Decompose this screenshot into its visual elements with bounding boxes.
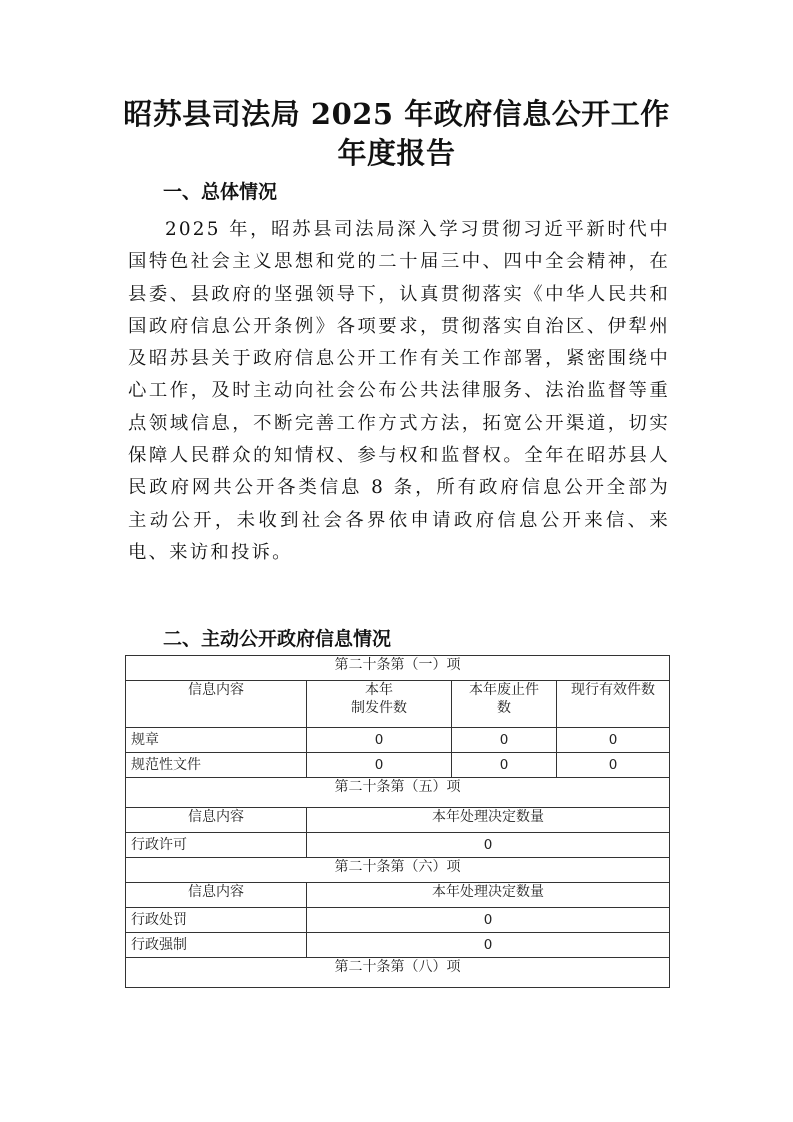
table-section-header — [126, 656, 670, 681]
report-title-line-1: 昭苏县司法局 2025 年政府信息公开工作 — [123, 97, 670, 131]
table-row — [126, 753, 670, 778]
valid-count: 0 — [557, 753, 670, 778]
table-column-header-row — [126, 808, 670, 833]
table-row — [126, 833, 670, 858]
issued-count: 0 — [307, 728, 452, 753]
table-column-header-row — [126, 883, 670, 908]
report-title-line-2: 年度报告 — [337, 136, 456, 170]
col-header-decision-count: 本年处理决定数量 — [307, 808, 670, 833]
overview-paragraph: 2025 年，昭苏县司法局深入学习贯彻习近平新时代中国特色社会主义思想和党的二十届三中、四中全会精神，在县委、县政府的坚强领导下，认真贯彻落实《中华人民共和国政府信息公开条例》各项要求，贯彻落实自治区、伊犁州及昭苏县关于政府信息公开工作有关工作部署，紧密围绕中心工作，及时主动向社会公布公共法律服务、法治监督等重点领域信息，不断完善工作方式方法，拓宽公开渠道，切实保障人民群众的知情权、参与权和监督权。全年在昭苏县人民政府网共公开各类信息 8 条，所有政府信息公开全部为主动公开，未收到社会各界依申请政府信息公开来信、来电、来访和投诉。 — [128, 219, 670, 563]
col-header-content: 信息内容 — [126, 681, 307, 728]
col-header-valid: 现行有效件数 — [557, 681, 670, 728]
issued-count: 0 — [307, 753, 452, 778]
col-header-repealed: 本年废止件 数 — [452, 681, 557, 728]
row-label: 规章 — [126, 728, 307, 753]
col-header-content: 信息内容 — [126, 808, 307, 833]
section-heading-proactive-disclosure: 二、主动公开政府信息情况 — [163, 628, 392, 650]
article-20-6-header: 第二十条第（六）项 — [126, 858, 670, 883]
col-header-issued: 本年 制发件数 — [307, 681, 452, 728]
article-20-8-header: 第二十条第（八）项 — [126, 958, 670, 988]
table-row — [126, 728, 670, 753]
article-20-1-header: 第二十条第（一）项 — [126, 656, 670, 681]
table-section-header — [126, 778, 670, 808]
row-label: 行政许可 — [126, 833, 307, 858]
table-section-header — [126, 958, 670, 988]
row-label: 行政强制 — [126, 933, 307, 958]
repealed-count: 0 — [452, 753, 557, 778]
table-row — [126, 908, 670, 933]
decision-count: 0 — [307, 833, 670, 858]
row-label: 行政处罚 — [126, 908, 307, 933]
col-header-content: 信息内容 — [126, 883, 307, 908]
col-header-decision-count: 本年处理决定数量 — [307, 883, 670, 908]
repealed-count: 0 — [452, 728, 557, 753]
decision-count: 0 — [307, 933, 670, 958]
valid-count: 0 — [557, 728, 670, 753]
decision-count: 0 — [307, 908, 670, 933]
section-heading-overview: 一、总体情况 — [163, 181, 278, 203]
table-section-header — [126, 858, 670, 883]
row-label: 规范性文件 — [126, 753, 307, 778]
disclosure-table — [125, 655, 670, 988]
table-column-header-row — [126, 681, 670, 728]
article-20-5-header: 第二十条第（五）项 — [126, 778, 670, 808]
table-row — [126, 933, 670, 958]
